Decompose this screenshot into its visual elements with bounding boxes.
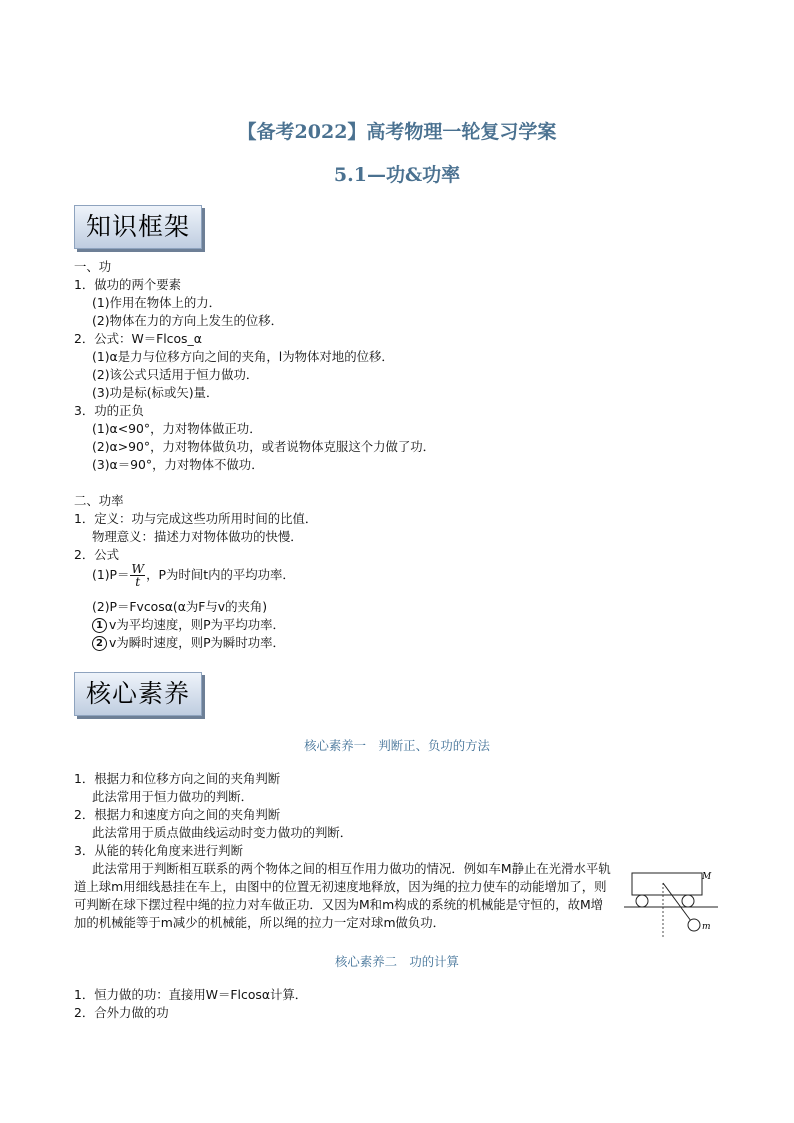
label-M: M — [702, 872, 712, 882]
heading-power: 二、功率 — [74, 493, 124, 508]
cart-wheel-left — [636, 895, 648, 907]
formula-average-power — [92, 562, 295, 588]
cart-wheel-right — [682, 895, 694, 907]
list-item: 2．根据力和速度方向之间的夹角判断 — [74, 807, 281, 822]
list-item: 3．从能的转化角度来进行判断 — [74, 843, 243, 858]
list-item: 3．功的正负 — [74, 403, 144, 418]
list-item — [92, 616, 285, 634]
list-item: (2)该公式只适用于恒力做功． — [92, 367, 259, 382]
list-item: (1)作用在物体上的力． — [92, 295, 222, 310]
explanation-paragraph: 此法常用于判断相互联系的两个物体之间的相互作用力做功的情况．例如车M静止在光滑水平轨道上球m用细线悬挂在车上，由图中的位置无初速度地释放，因为绳的拉力使车的动能增加了，则可判断在球下摆过程中绳的拉力对车做正功．又因为M和m构成的系统的机械能是守恒的，故M增加的机械能等于m减少的机械能，所以绳的拉力一定对球m做负功． — [74, 861, 611, 930]
list-item: (1)α是力与位移方向之间的夹角，l为物体对地的位移． — [92, 349, 394, 364]
formula-prefix: (1)P＝ — [92, 567, 130, 582]
fraction-w-over-t — [130, 563, 145, 588]
label-m: m — [702, 922, 711, 932]
subsection-title-sign-of-work: 核心素养一 判断正、负功的方法 — [304, 738, 490, 753]
circled-number-one: 1 — [92, 618, 107, 633]
formula-suffix: ，P为时间t内的平均功率． — [146, 567, 295, 582]
list-item: 1．定义：功与完成这些功所用时间的比值． — [74, 511, 318, 526]
list-item: 此法常用于质点做曲线运动时变力做功的判断． — [92, 825, 353, 840]
list-item: 1．根据力和位移方向之间的夹角判断 — [74, 771, 281, 786]
fraction-numerator: W — [131, 561, 145, 576]
list-item: (2)α>90°，力对物体做负功，或者说物体克服这个力做了功． — [92, 439, 436, 454]
formula-instant-power: (2)P＝Fvcosα(α为F与v的夹角) — [92, 599, 268, 614]
list-item — [92, 634, 285, 652]
document-title: 【备考2022】高考物理一轮复习学案 — [237, 121, 557, 143]
heading-work: 一、功 — [74, 259, 112, 274]
section-badge-knowledge-framework: 知识框架 — [74, 205, 202, 249]
ball — [688, 919, 700, 931]
point-text: v为瞬时速度，则P为瞬时功率． — [109, 635, 285, 650]
document-subtitle: 5.1—功&功率 — [333, 164, 461, 186]
cart-pendulum-figure — [622, 865, 722, 940]
section-badge-core-competence: 核心素养 — [74, 672, 202, 716]
list-item: 物理意义：描述力对物体做功的快慢． — [92, 529, 303, 544]
point-text: v为平均速度，则P为平均功率． — [109, 617, 285, 632]
fraction-denominator: t — [135, 574, 141, 589]
list-item: (2)物体在力的方向上发生的位移． — [92, 313, 284, 328]
circled-number-two: 2 — [92, 636, 107, 651]
subsection-title-work-calculation: 核心素养二 功的计算 — [335, 954, 459, 969]
cart-body — [632, 873, 702, 895]
list-item: 1．做功的两个要素 — [74, 277, 182, 292]
list-item: 1．恒力做的功：直接用W＝Flcosα计算． — [74, 987, 308, 1002]
list-item: 2．公式 — [74, 547, 120, 562]
list-item: (3)α＝90°，力对物体不做功． — [92, 457, 264, 472]
list-item: 2．公式：W＝Flcos_α — [74, 331, 202, 346]
list-item: 2．合外力做的功 — [74, 1005, 169, 1020]
list-item: (3)功是标(标或矢)量． — [92, 385, 219, 400]
list-item: 此法常用于恒力做功的判断． — [92, 789, 254, 804]
list-item: (1)α<90°，力对物体做正功． — [92, 421, 262, 436]
